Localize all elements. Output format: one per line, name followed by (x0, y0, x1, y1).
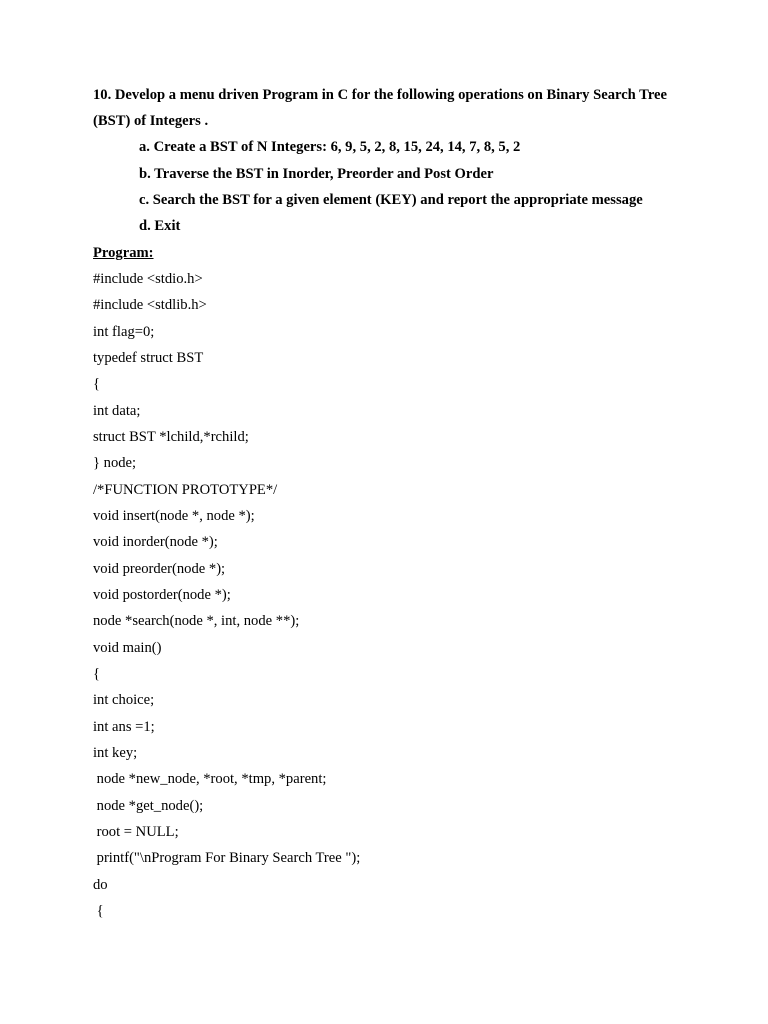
code-line: void insert(node *, node *); (93, 508, 255, 524)
code-line: int key; (93, 745, 138, 761)
question-item-c: c. Search the BST for a given element (KEY) and report the appropriate message (139, 192, 643, 208)
code-line: } node; (93, 455, 137, 471)
code-line: void inorder(node *); (93, 534, 218, 550)
code-line: #include <stdlib.h> (93, 297, 207, 313)
code-line: int choice; (93, 692, 155, 708)
code-line: printf("\nProgram For Binary Search Tree "); (93, 850, 361, 866)
question-item-d: d. Exit (139, 218, 181, 234)
code-line: void main() (93, 640, 162, 656)
code-line: int data; (93, 403, 141, 419)
code-line: int ans =1; (93, 719, 155, 735)
code-line: node *new_node, *root, *tmp, *parent; (93, 771, 327, 787)
code-line: do (93, 877, 108, 893)
code-line: typedef struct BST (93, 350, 204, 366)
question-item-b: b. Traverse the BST in Inorder, Preorder and Post Order (139, 166, 494, 182)
program-heading: Program: (93, 245, 154, 261)
code-line: struct BST *lchild,*rchild; (93, 429, 249, 445)
question-title-line-1: 10. Develop a menu driven Program in C for the following operations on Binary Search Tree (93, 87, 668, 103)
code-line: int flag=0; (93, 324, 155, 340)
question-item-a: a. Create a BST of N Integers: 6, 9, 5, 2, 8, 15, 24, 14, 7, 8, 5, 2 (139, 139, 521, 155)
code-line: #include <stdio.h> (93, 271, 203, 287)
code-line: /*FUNCTION PROTOTYPE*/ (93, 482, 278, 498)
code-line: node *search(node *, int, node **); (93, 613, 300, 629)
code-line: { (93, 666, 101, 682)
code-line: { (93, 376, 101, 392)
code-line: node *get_node(); (93, 798, 204, 814)
code-line: root = NULL; (93, 824, 179, 840)
code-line: void postorder(node *); (93, 587, 231, 603)
code-line: { (93, 903, 104, 919)
code-line: void preorder(node *); (93, 561, 226, 577)
question-title-line-2: (BST) of Integers . (93, 113, 209, 129)
